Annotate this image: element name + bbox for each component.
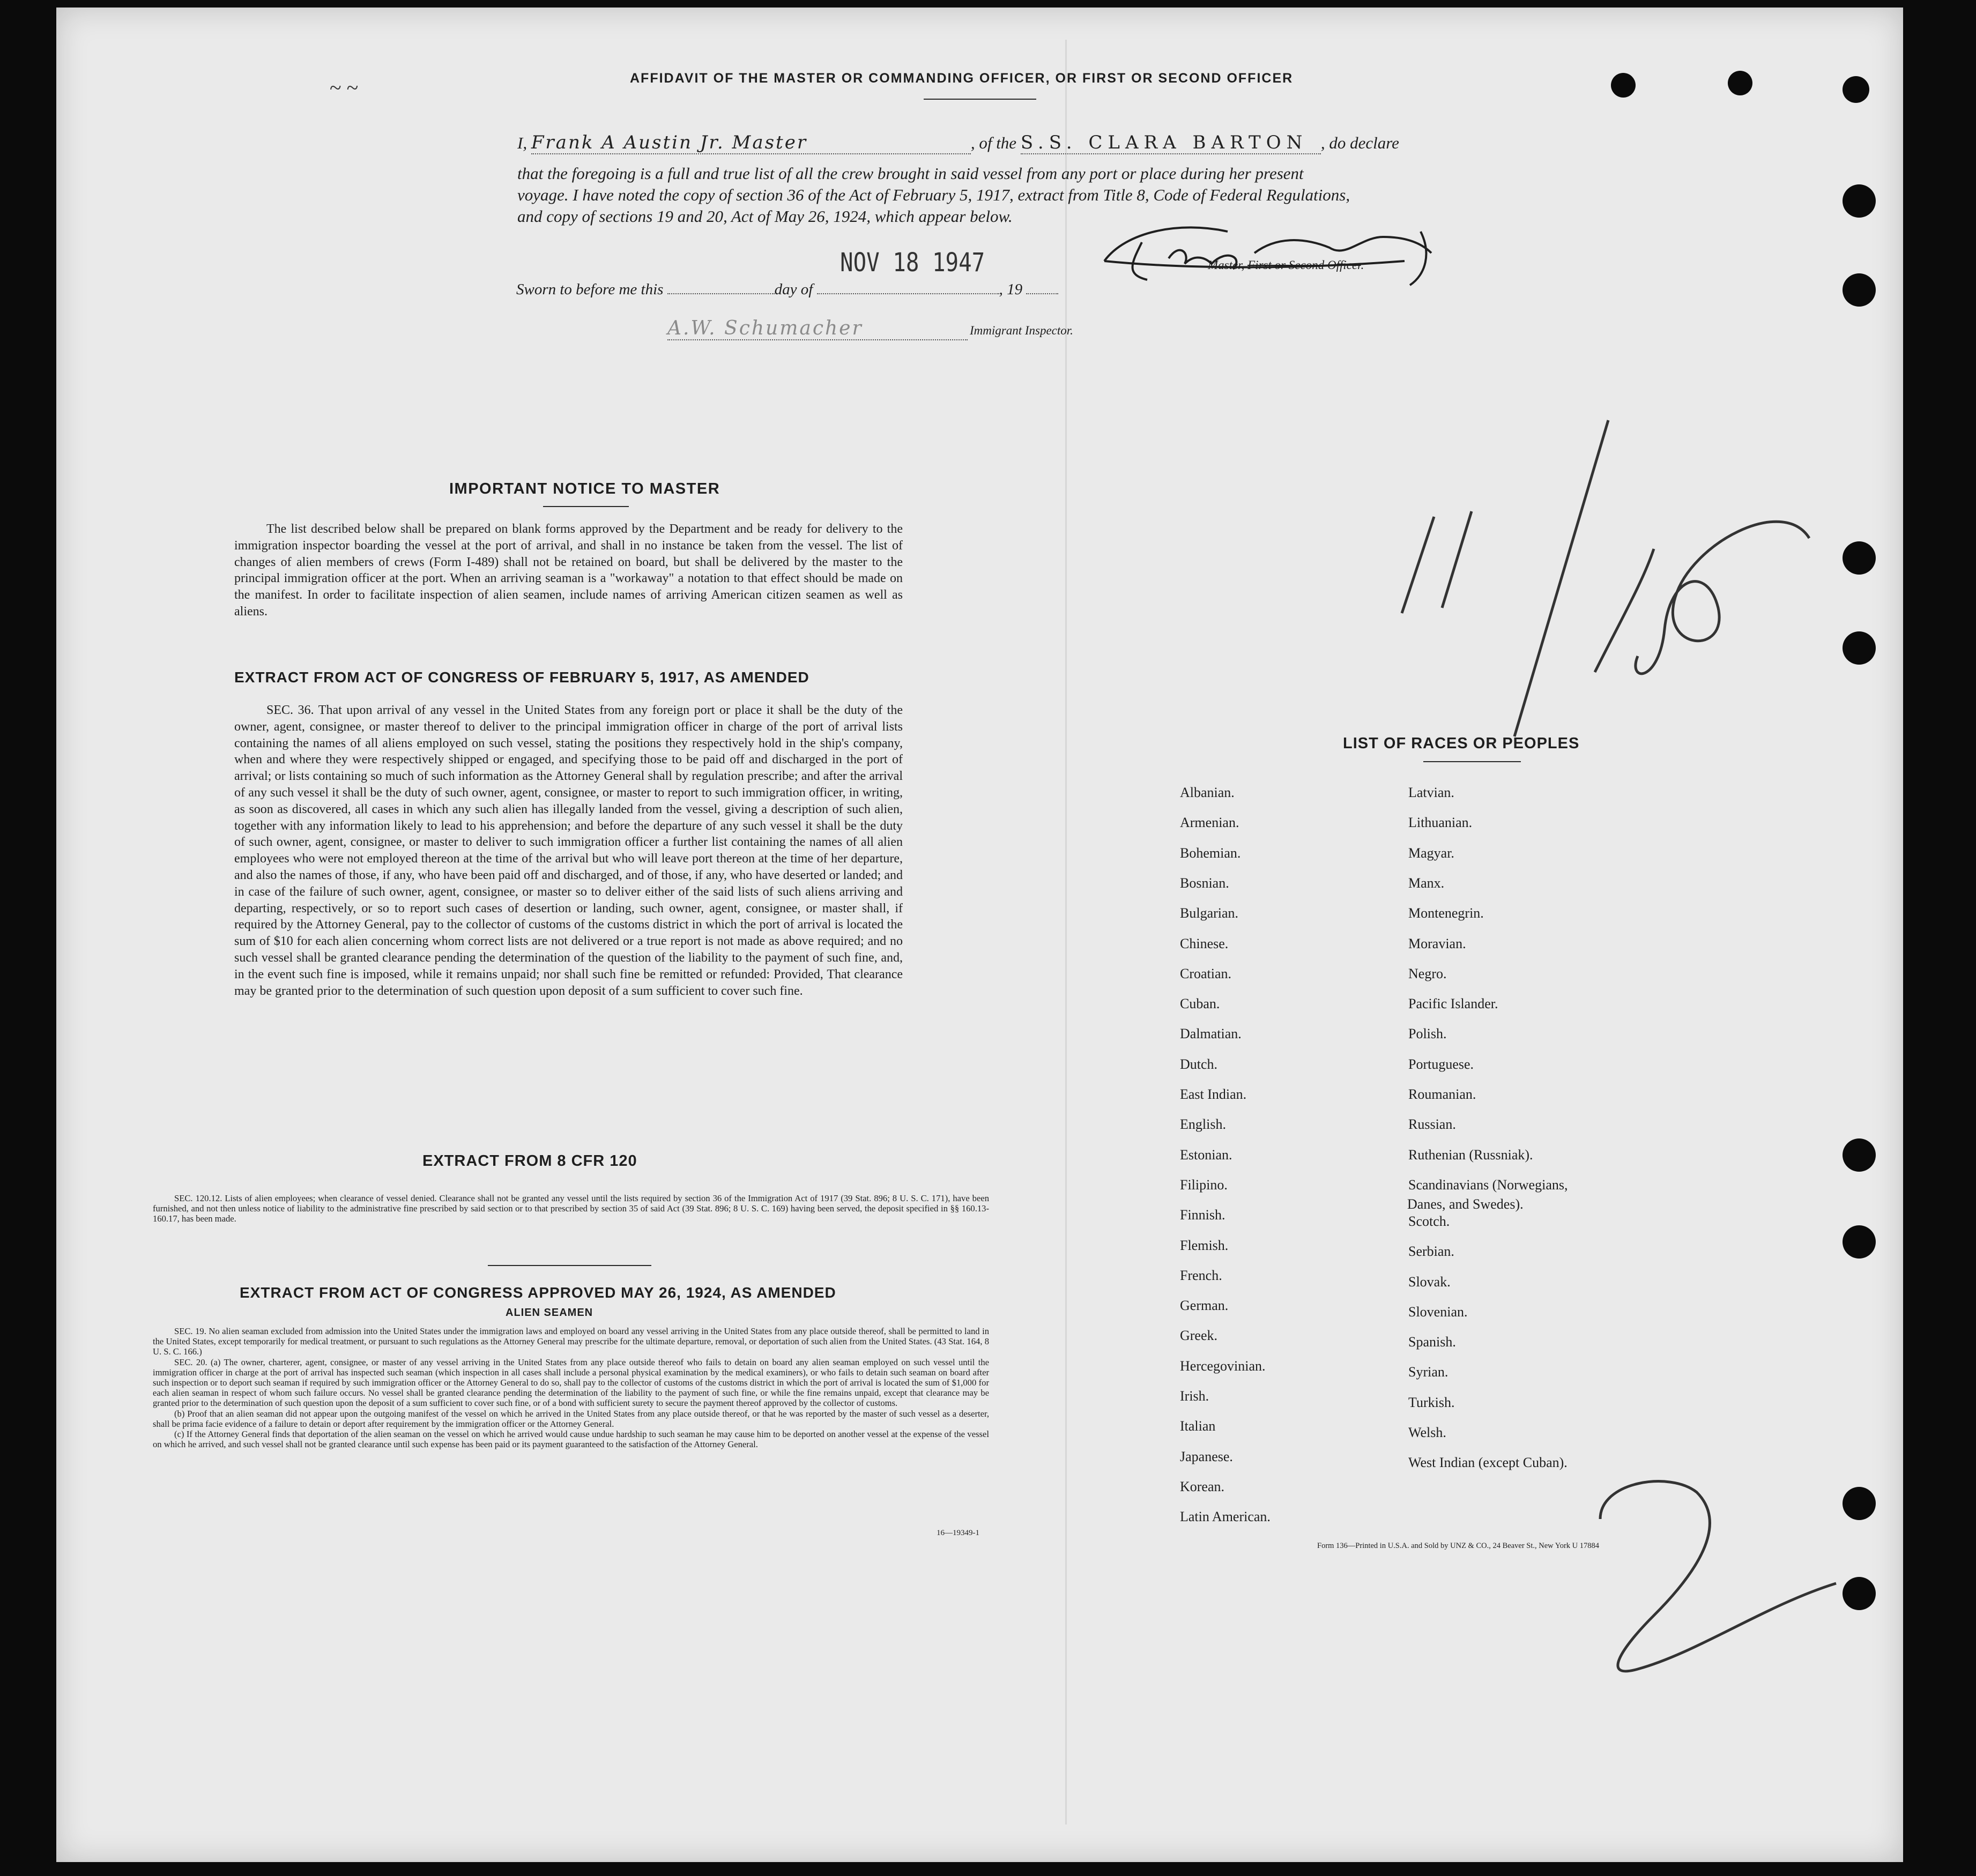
- race-item: West Indian (except Cuban).: [1408, 1455, 1568, 1471]
- race-item: Japanese.: [1180, 1448, 1233, 1464]
- race-item: Hercegovinian.: [1180, 1358, 1266, 1374]
- declaration-line-1: [517, 132, 1539, 154]
- punch-hole-2: [1843, 273, 1876, 307]
- top-left-mark: ~ ~: [330, 76, 359, 100]
- punch-hole-6: [1843, 1225, 1876, 1259]
- printer-footer: Form 136—Printed in U.S.A. and Sold by UNZ & CO., 24 Beaver St., New York U 17884: [1317, 1542, 1600, 1550]
- race-item: Syrian.: [1408, 1364, 1448, 1380]
- declaration-line-2: that the foregoing is a full and true list of all the crew brought in said vessel from any port or place during her present: [517, 164, 1304, 183]
- race-item: English.: [1180, 1116, 1226, 1133]
- day-of-label: day of: [774, 281, 813, 298]
- race-item: Magyar.: [1408, 845, 1454, 861]
- race-item: Slovak.: [1408, 1274, 1451, 1290]
- extract-cfr-title: EXTRACT FROM 8 CFR 120: [422, 1152, 637, 1170]
- race-item: East Indian.: [1180, 1086, 1247, 1102]
- race-item: Bohemian.: [1180, 845, 1241, 861]
- race-item: Spanish.: [1408, 1334, 1456, 1350]
- punch-hole-3: [1843, 541, 1876, 575]
- sworn-line: [516, 281, 1058, 299]
- section-20a: SEC. 20. (a) The owner, charterer, agent, consignee, or master of any vessel arriving in the United States from any place outside thereof who fails to detain on board any alien seaman employed on such vessel until the immigration officer in charge at the port of arrival has inspected such seaman (which inspection in all cases shall include a personal physical examination by the medical examiners), or who fails to detain such seaman on board after such inspection or to deport such seaman if required by such immigration officer or the Attorney General to do so, shall pay to the collector of customs of the customs district in which the port of arrival is located the sum of $1,000 for each alien seaman in respect of whom such failure occurs. No vessel shall be granted clearance pending the determination of the liability to the payment of such fine, or while the fine remains unpaid, except that clearance may be granted prior to the determination of such question upon the deposit of a sum sufficient to cover such fine, or of a bond with sufficient surety to secure the payment thereof approved by the collector of customs.: [153, 1357, 989, 1409]
- race-item: German.: [1180, 1298, 1229, 1314]
- declarant-name: Frank A Austin Jr. Master: [531, 132, 971, 154]
- race-item: Moravian.: [1408, 935, 1466, 951]
- inspector-caption: Immigrant Inspector.: [970, 324, 1073, 337]
- punch-hole-7: [1843, 1487, 1876, 1520]
- struck-officer-label: First or Second Officer: [1247, 258, 1361, 272]
- race-item: Flemish.: [1180, 1237, 1229, 1253]
- race-item: Ruthenian (Russniak).: [1408, 1147, 1533, 1163]
- notice-body: [234, 521, 903, 620]
- punch-hole-1: [1843, 184, 1876, 218]
- notice-title: IMPORTANT NOTICE TO MASTER: [449, 480, 720, 497]
- race-item: Latin American.: [1180, 1509, 1271, 1525]
- race-item: Slovenian.: [1408, 1304, 1468, 1320]
- punch-hole-top-1: [1611, 73, 1636, 98]
- race-item: Polish.: [1408, 1026, 1447, 1042]
- extract-1917-title: EXTRACT FROM ACT OF CONGRESS OF FEBRUARY 5, 1917, AS AMENDED: [234, 669, 809, 686]
- section-36: SEC. 36. That upon arrival of any vessel in the United States from any foreign port or place it shall be the duty of the owner, agent, consignee, or master thereof to deliver to the principal immigration officer in charge of the port of arrival lists containing the names of all aliens employed on such vessel, stating the positions they respectively hold in the ship's company, when and where they were respectively shipped or engaged, and specifying those to be paid off and discharged in the port of arrival; or lists containing so much of such information as the Attorney General shall by regulation prescribe; and after the arrival of any such vessel it shall be the duty of such owner, agent, consignee, or master to report to such immigration officer, in writing, as soon as discovered, all cases in which any such alien has illegally landed from the vessel, giving a description of such alien, together with any information likely to lead to his apprehension; and before the departure of any such vessel it shall be the duty of such owner, agent, consignee, or master to deliver to such immigration officer a further list containing the names of all alien employees who were not employed thereon at the time of the arrival but who will leave port thereon at the time of her departure, and also the names of those, if any, who have been paid off and discharged, and of those, if any, who have deserted or landed; and in case of the failure of such owner, agent, consignee, or master so to deliver either of the said lists of such aliens arriving and departing, respectively, or so to report such cases of desertion or landing, such owner, agent, consignee, or master shall, if required by the Attorney General, pay to the collector of customs of the customs district in which the port of arrival is located the sum of $10 for each alien concerning whom correct lists are not delivered or a true report is not made as above required; and no such vessel shall be granted clearance pending the determination of the question of the liability to the payment of such fine, and, in the event such fine is imposed, while it remains unpaid; nor shall such fine be remitted or refunded: Provided, That clearance may be granted prior to the determination of such question upon deposit of a sum sufficient to cover such fine.: [234, 703, 903, 998]
- race-item: Montenegrin.: [1408, 905, 1484, 921]
- race-item: Armenian.: [1180, 815, 1239, 831]
- cfr-divider: [488, 1265, 651, 1266]
- sworn-day-blank: [667, 293, 775, 294]
- sworn-label: Sworn to before me this: [516, 281, 664, 298]
- handwritten-page-number: [1589, 1455, 1847, 1685]
- declarant-prefix: I,: [517, 133, 528, 152]
- race-item: Welsh.: [1408, 1425, 1446, 1440]
- race-item: Italian: [1180, 1418, 1216, 1434]
- master-label: Master,: [1208, 258, 1248, 272]
- affidavit-title: AFFIDAVIT OF THE MASTER OR COMMANDING OFFICER, OR FIRST OR SECOND OFFICER: [630, 71, 1294, 86]
- punch-hole-top-3: [1843, 76, 1869, 103]
- race-item: Manx.: [1408, 875, 1445, 891]
- races-underline: [1423, 761, 1521, 762]
- extract-1917-body: [234, 702, 903, 999]
- race-item: Irish.: [1180, 1388, 1209, 1404]
- notice-underline: [543, 506, 629, 507]
- race-item: Cuban.: [1180, 996, 1220, 1012]
- race-item: Chinese.: [1180, 935, 1229, 951]
- race-item: Pacific Islander.: [1408, 996, 1498, 1012]
- title-underline: [924, 99, 1036, 100]
- race-item: Finnish.: [1180, 1207, 1225, 1223]
- declaration-line-4: and copy of sections 19 and 20, Act of May 26, 1924, which appear below.: [517, 207, 1013, 226]
- race-item: Serbian.: [1408, 1244, 1454, 1260]
- race-item: Scotch.: [1408, 1213, 1450, 1229]
- race-item: Lithuanian.: [1408, 815, 1473, 831]
- race-item: Dalmatian.: [1180, 1026, 1242, 1042]
- race-item: Albanian.: [1180, 785, 1235, 800]
- notice-paragraph: The list described below shall be prepared on blank forms approved by the Department and be ready for delivery to the immigration inspector boarding the vessel at the port of arrival, and shall in no instance be taken from the vessel. The list of changes of alien members of crews (Form I-489) shall not be retained on board, but shall be delivered by the master to the principal immigration officer at the port. When an arriving seaman is a "workaway" a notation to that effect should be made on the manifest. In order to facilitate inspection of alien seamen, include names of arriving American citizen seamen as well as aliens.: [234, 522, 903, 619]
- race-item: Estonian.: [1180, 1147, 1232, 1163]
- sworn-month-blank: [817, 293, 999, 294]
- race-item: Danes, and Swedes).: [1407, 1196, 1524, 1212]
- handwritten-date-fraction: [1343, 404, 1825, 747]
- extract-1924-title: EXTRACT FROM ACT OF CONGRESS APPROVED MAY 26, 1924, AS AMENDED: [240, 1284, 836, 1301]
- extract-1924-body: [153, 1326, 989, 1449]
- master-caption: Master, First or Second Officer.: [1208, 258, 1364, 272]
- document-page: [56, 8, 1903, 1862]
- punch-hole-4: [1843, 631, 1876, 665]
- inspector-line: [667, 317, 1073, 340]
- race-item: Korean.: [1180, 1478, 1225, 1494]
- vessel-name: S.S. CLARA BARTON: [1021, 132, 1321, 154]
- race-item: Roumanian.: [1408, 1086, 1476, 1102]
- race-item: Portuguese.: [1408, 1056, 1474, 1072]
- race-item: Croatian.: [1180, 965, 1232, 981]
- master-signature: [1094, 210, 1533, 291]
- date-stamp: NOV 18 1947: [840, 248, 985, 278]
- alien-seamen-subtitle: ALIEN SEAMEN: [506, 1307, 593, 1319]
- race-item: French.: [1180, 1267, 1222, 1283]
- section-120-12: SEC. 120.12. Lists of alien employees; when clearance of vessel denied. Clearance shall not be granted any vessel until the lists required by section 36 of the Immigration Act of 1917 (39 Stat. 896; 8 U. S. C. 171), have been furnished, and not then unless notice of liability to the administrative fine prescribed by said section or to that prescribed by section 35 of said Act (39 Stat. 896; 8 U. S. C. 169) having been served, the deposit specified in §§ 160.13-160.17, has been made.: [153, 1193, 989, 1224]
- race-item: Latvian.: [1408, 785, 1454, 800]
- race-item: Bulgarian.: [1180, 905, 1239, 921]
- sworn-year-blank: [1026, 293, 1058, 294]
- do-declare: , do declare: [1320, 133, 1399, 152]
- punch-hole-8: [1843, 1577, 1876, 1610]
- race-item: Filipino.: [1180, 1177, 1228, 1193]
- race-item: Scandinavians (Norwegians,: [1408, 1177, 1568, 1193]
- race-item: Dutch.: [1180, 1056, 1218, 1072]
- year-label: , 19: [999, 281, 1023, 298]
- section-20b: (b) Proof that an alien seaman did not appear upon the outgoing manifest of the vessel on which he arrived in the United States from any place outside thereof, or that he was reported by the master of such vessel as a deserter, shall be prima facie evidence of a failure to detain or deport after requirement by the immigration officer or the Attorney General.: [153, 1408, 989, 1429]
- punch-hole-5: [1843, 1138, 1876, 1172]
- race-item: Bosnian.: [1180, 875, 1229, 891]
- of-the: , of the: [970, 133, 1017, 152]
- section-19: SEC. 19. No alien seaman excluded from admission into the United States under the immigration laws and employed on board any vessel arriving in the United States from any place outside thereof, shall be permitted to land in the United States, except temporarily for medical treatment, or pursuant to such regulations as the Attorney General may prescribe for the ultimate departure, removal, or deportation of such alien from the United States. (43 Stat. 164, 8 U. S. C. 166.): [153, 1326, 989, 1357]
- form-code: 16—19349-1: [937, 1529, 979, 1537]
- punch-hole-top-2: [1728, 71, 1752, 95]
- race-item: Turkish.: [1408, 1394, 1455, 1410]
- race-item: Russian.: [1408, 1116, 1456, 1133]
- race-item: Greek.: [1180, 1328, 1218, 1344]
- section-20c: (c) If the Attorney General finds that deportation of the alien seaman on the vessel on which he arrived would cause undue hardship to such seaman he may cause him to be deported on another vessel at the expense of the vessel on which he arrived, and such vessel shall not be granted clearance until such expense has been paid or its payment guaranteed to the satisfaction of the Attorney General.: [153, 1429, 989, 1450]
- declaration-line-3: voyage. I have noted the copy of section 36 of the Act of February 5, 1917, extract from Title 8, Code of Federal Regulations,: [517, 185, 1350, 204]
- races-title: LIST OF RACES OR PEOPLES: [1343, 735, 1580, 752]
- fold-line: [1065, 40, 1067, 1825]
- race-item: Negro.: [1408, 965, 1447, 981]
- inspector-signature: A.W. Schumacher: [667, 317, 968, 340]
- extract-cfr-body: [153, 1193, 989, 1224]
